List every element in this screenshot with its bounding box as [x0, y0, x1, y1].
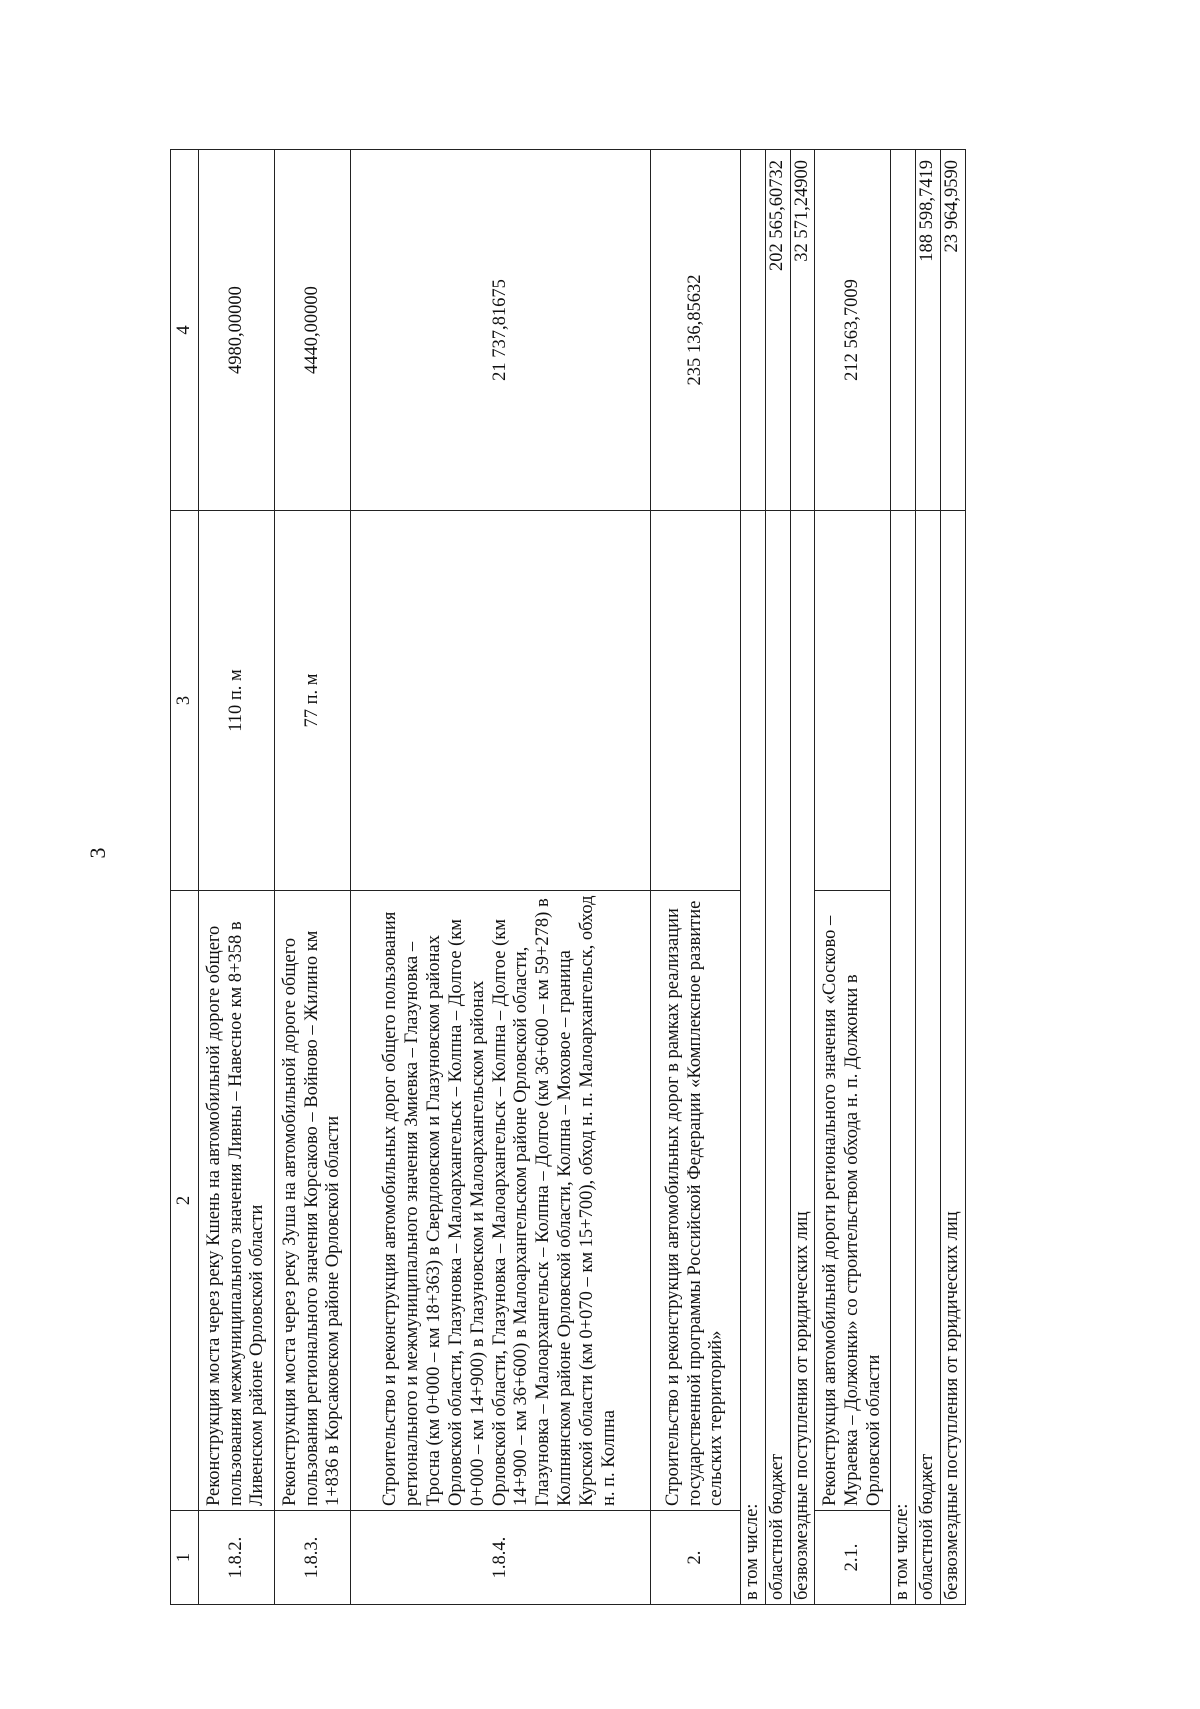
header-col-4: 4 — [171, 150, 199, 511]
row-quantity — [651, 511, 741, 891]
row-quantity — [351, 511, 651, 891]
breakdown-item-label: областной бюджет — [916, 511, 941, 1605]
breakdown-item-amount: 32 571,24900 — [790, 150, 815, 511]
row-number: 2. — [651, 1511, 741, 1605]
row-number: 1.8.4. — [351, 1511, 651, 1605]
breakdown-item-amount: 23 964,9590 — [941, 150, 966, 511]
row-description: Реконструкция моста через реку Кшень на автомобильной дороге общего пользования межмуниципального значения Ливны – Навесное км 8+358 в Ливенском районе Орловской области — [199, 891, 275, 1511]
budget-table — [170, 149, 966, 1605]
breakdown-row — [916, 150, 941, 1605]
header-row — [171, 150, 199, 1605]
table-row — [351, 150, 651, 1605]
breakdown-label: в том числе: — [891, 511, 916, 1605]
breakdown-label: в том числе: — [741, 511, 766, 1605]
page-number: 3 — [85, 847, 110, 859]
table-row — [815, 150, 891, 1605]
breakdown-row — [765, 150, 790, 1605]
row-number: 1.8.3. — [275, 1511, 351, 1605]
header-col-1: 1 — [171, 1511, 199, 1605]
row-amount: 21 737,81675 — [351, 150, 651, 511]
row-description: Строительство и реконструкция автомобильных дорог общего пользования регионального и межмуниципального значения Змиевка – Глазуновка – Тросна (км 0+000 – км 18+363) в Свердловском и Глазуновском районах Орловской области, Глазуновка – Малоархангельск – Колпна – Долгое (км 0+000 – км 14+900) в Глазуновском и Малоархангельском районах Орловской области, Глазуновка – Малоархангельск – Колпна – Долгое (км 14+900 – км 36+600) в Малоархангельском районе Орловской области, Глазуновка – Малоархангельск – Колпна – Долгое (км 36+600 – км 59+278) в Колпнянском районе Орловской области, Колпна – Моховое – граница Курской области (км 0+070 – км 15+700), обход н. п. Малоархангельск, обход н. п. Колпна — [351, 891, 651, 1511]
row-description: Строительство и реконструкция автомобильных дорог в рамках реализации государственной программы Российской Федерации «Комплексное развитие сельских территорий» — [651, 891, 741, 1511]
row-amount: 235 136,85632 — [651, 150, 741, 511]
row-amount: 4980,00000 — [199, 150, 275, 511]
row-quantity: 77 п. м — [275, 511, 351, 891]
row-number: 1.8.2. — [199, 1511, 275, 1605]
breakdown-label-row — [891, 150, 916, 1605]
breakdown-item-label: безвозмездные поступления от юридических лиц — [790, 511, 815, 1605]
row-amount: 212 563,7009 — [815, 150, 891, 511]
breakdown-row — [790, 150, 815, 1605]
row-amount: 4440,00000 — [275, 150, 351, 511]
header-col-3: 3 — [171, 511, 199, 891]
table-row — [199, 150, 275, 1605]
rotated-document — [170, 150, 1065, 1605]
breakdown-item-amount: 202 565,60732 — [765, 150, 790, 511]
breakdown-item-label: областной бюджет — [765, 511, 790, 1605]
breakdown-item-label: безвозмездные поступления от юридических лиц — [941, 511, 966, 1605]
row-quantity: 110 п. м — [199, 511, 275, 891]
breakdown-item-amount: 188 598,7419 — [916, 150, 941, 511]
row-description: Реконструкция моста через реку Зуша на автомобильной дороге общего пользования регионального значения Корсаково – Войново – Жилино км 1+836 в Корсаковском районе Орловской области — [275, 891, 351, 1511]
breakdown-row — [941, 150, 966, 1605]
row-quantity — [815, 511, 891, 891]
breakdown-label-row — [741, 150, 766, 1605]
row-number: 2.1. — [815, 1511, 891, 1605]
row-description: Реконструкция автомобильной дороги регионального значения «Сосково – Мураевка – Должонки» со строительством обхода н. п. Должонки в Орловской области — [815, 891, 891, 1511]
header-col-2: 2 — [171, 891, 199, 1511]
breakdown-empty — [741, 150, 766, 511]
table-row — [275, 150, 351, 1605]
table-row — [651, 150, 741, 1605]
breakdown-empty — [891, 150, 916, 511]
